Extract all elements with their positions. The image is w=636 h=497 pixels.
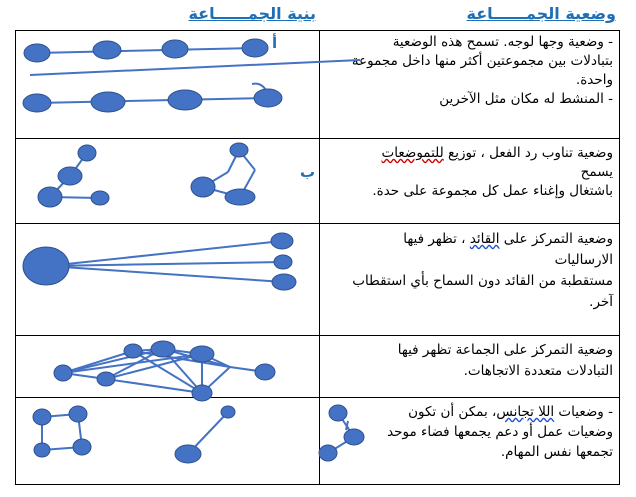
node (93, 41, 121, 59)
node (23, 247, 69, 285)
node (91, 191, 109, 205)
header-structure: بنية الجمــــــاعة (188, 4, 316, 23)
node (54, 365, 72, 381)
node (124, 344, 142, 358)
node (78, 145, 96, 161)
node (255, 364, 275, 380)
edge (106, 379, 202, 393)
text-line: - وضعية وجها لوجه. تسمح هذه الوضعية (392, 34, 613, 50)
text-span: وضعية تناوب رد الفعل ، توزيع (443, 145, 613, 161)
node (151, 341, 175, 357)
text-line: التبادلات متعددة الاتجاهات. (463, 363, 613, 379)
text-line: مستقطبة من القائد دون السماح بأي استقطاب (352, 273, 613, 289)
node (23, 94, 51, 112)
node (190, 346, 214, 362)
node (33, 409, 51, 425)
text-line: يسمح (580, 164, 613, 180)
node (175, 445, 201, 463)
node (38, 187, 62, 207)
node (344, 429, 364, 445)
node (230, 143, 248, 157)
node (319, 445, 337, 461)
node (271, 233, 293, 249)
text-line: بتبادلات بين مجموعتين أكثر منها داخل مجموعة (351, 53, 613, 69)
node (91, 92, 125, 112)
text-span: ، بمكن أن تكون (408, 404, 497, 420)
text-span: ، تظهر فيها (403, 231, 470, 247)
node (272, 274, 296, 290)
text-span: للتموضعات (381, 145, 444, 161)
text-line: الارساليات (554, 252, 613, 268)
text-span: وضعية التمركز على (499, 231, 613, 247)
edge (37, 48, 255, 53)
edge (37, 98, 268, 103)
text-span: اللا تجانس (496, 404, 555, 420)
node (24, 44, 50, 62)
text-line: آخر. (589, 294, 613, 310)
text-span: القائد (469, 231, 500, 247)
text-line: باشتغال وإغناء عمل كل مجموعة على حدة. (372, 183, 613, 199)
edge (30, 60, 360, 75)
node (221, 406, 235, 418)
text-line: واحدة. (575, 72, 613, 88)
text-span: - وضعيات (554, 404, 613, 420)
text-line: تجمعها نفس المهام. (500, 444, 613, 460)
node (329, 405, 347, 421)
node (58, 167, 82, 185)
header-status: وضعية الجمــــــاعة (466, 4, 616, 23)
text-line: وضعية التمركز على الجماعة تظهر فيها (397, 342, 613, 358)
edge (48, 266, 284, 282)
node (191, 177, 215, 197)
node (242, 39, 268, 57)
node (97, 372, 115, 386)
row1-mark: أ (272, 34, 278, 52)
row2-mark: ب (300, 163, 316, 181)
node (162, 40, 188, 58)
text-line: وضعيات عمل أو دعم يجمعها فضاء موحد (387, 424, 613, 440)
node (168, 90, 202, 110)
text-line: - المنشط له مكان مثل الآخرين (439, 91, 613, 107)
node (254, 89, 282, 107)
node (225, 189, 255, 205)
node (69, 406, 87, 422)
node (274, 255, 292, 269)
node (73, 439, 91, 455)
node (34, 443, 50, 457)
node (192, 385, 212, 401)
